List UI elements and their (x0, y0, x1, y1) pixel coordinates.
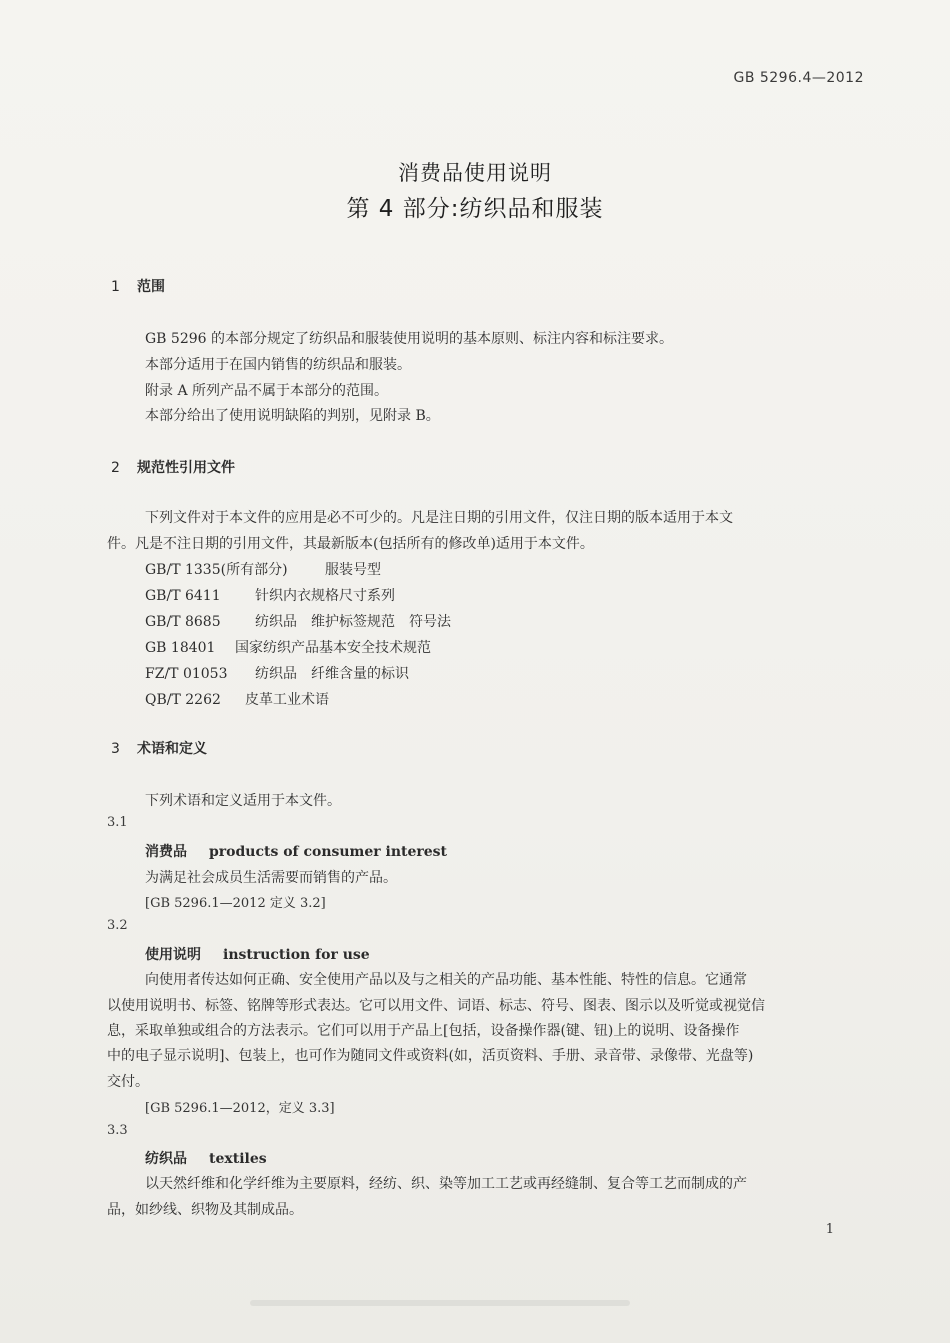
paragraph-line: 附录 A 所列产品不属于本部分的范围。 (145, 383, 389, 399)
section-title: 范围 (137, 279, 165, 295)
normative-reference (145, 559, 381, 579)
scan-artifact (250, 1300, 630, 1306)
section-title: 规范性引用文件 (137, 460, 235, 476)
section-number: 3 (111, 741, 120, 757)
paragraph-line: 件。凡是不注日期的引用文件，其最新版本(包括所有的修改单)适用于本文件。 (107, 536, 594, 552)
term-en: textiles (209, 1151, 267, 1167)
term-cn: 纺织品 (145, 1151, 187, 1167)
definition-line: 以天然纤维和化学纤维为主要原料，经纺、织、染等加工工艺或再经缝制、复合等工艺而制成的产 (145, 1176, 747, 1192)
paragraph-line: GB 5296 的本部分规定了纺织品和服装使用说明的基本原则、标注内容和标注要求。 (145, 331, 673, 347)
reference-title: 国家纺织产品基本安全技术规范 (235, 640, 431, 656)
reference-code: FZ/T 01053 (145, 666, 228, 682)
section-2-heading (111, 457, 235, 477)
page-number: 1 (825, 1222, 834, 1237)
reference-title: 皮革工业术语 (245, 692, 329, 708)
paragraph-line: 本部分给出了使用说明缺陷的判别，见附录 B。 (145, 408, 440, 424)
clause-number: 3.1 (107, 815, 128, 830)
section-1-heading (111, 276, 165, 296)
normative-reference (145, 637, 431, 657)
term-en: products of consumer interest (209, 844, 448, 860)
reference-code: QB/T 2262 (145, 692, 221, 708)
term-entry (145, 944, 370, 964)
normative-reference (145, 663, 409, 683)
clause-number: 3.2 (107, 918, 128, 933)
term-cn: 消费品 (145, 844, 187, 860)
paragraph-line: 下列术语和定义适用于本文件。 (145, 793, 341, 809)
paragraph-line: 本部分适用于在国内销售的纺织品和服装。 (145, 357, 411, 373)
definition-line: 中的电子显示说明]、包装上，也可作为随同文件或资料(如，活页资料、手册、录音带、录像带、光盘等) (107, 1048, 754, 1064)
term-cn: 使用说明 (145, 947, 201, 963)
definition-source: [GB 5296.1—2012，定义 3.3] (145, 1101, 335, 1116)
section-title: 术语和定义 (137, 741, 207, 757)
section-number: 1 (111, 279, 120, 295)
definition-line: 为满足社会成员生活需要而销售的产品。 (145, 870, 397, 886)
reference-code: GB 18401 (145, 640, 216, 656)
title-line-1: 消费品使用说明 (398, 161, 552, 185)
term-entry (145, 1148, 267, 1168)
standard-code: GB 5296.4—2012 (733, 70, 864, 86)
definition-line: 以使用说明书、标签、铭牌等形式表达。它可以用文件、词语、标志、符号、图表、图示以及听觉或视觉信 (107, 998, 765, 1014)
paragraph-line: 下列文件对于本文件的应用是必不可少的。凡是注日期的引用文件，仅注日期的版本适用于本文 (145, 510, 733, 526)
reference-code: GB/T 6411 (145, 588, 221, 604)
normative-reference (145, 611, 451, 631)
definition-line: 品，如纱线、织物及其制成品。 (107, 1202, 303, 1218)
definition-source: [GB 5296.1—2012 定义 3.2] (145, 896, 326, 911)
reference-code: GB/T 8685 (145, 614, 221, 630)
definition-line: 息，采取单独或组合的方法表示。它们可以用于产品上[包括，设备操作器(键、钮)上的说明、设备操作 (107, 1023, 740, 1039)
reference-title: 纺织品 维护标签规范 符号法 (255, 614, 451, 630)
definition-line: 向使用者传达如何正确、安全使用产品以及与之相关的产品功能、基本性能、特性的信息。它通常 (145, 972, 747, 988)
clause-number: 3.3 (107, 1123, 128, 1138)
definition-line: 交付。 (107, 1074, 149, 1090)
reference-code: GB/T 1335(所有部分) (145, 562, 288, 578)
reference-title: 纺织品 纤维含量的标识 (255, 666, 409, 682)
normative-reference (145, 689, 329, 709)
reference-title: 服装号型 (325, 562, 381, 578)
term-entry (145, 841, 447, 861)
title-line-2: 第 4 部分:纺织品和服装 (346, 196, 604, 222)
normative-reference (145, 585, 395, 605)
section-number: 2 (111, 460, 120, 476)
section-3-heading (111, 738, 207, 758)
term-en: instruction for use (223, 947, 370, 963)
reference-title: 针织内衣规格尺寸系列 (255, 588, 395, 604)
